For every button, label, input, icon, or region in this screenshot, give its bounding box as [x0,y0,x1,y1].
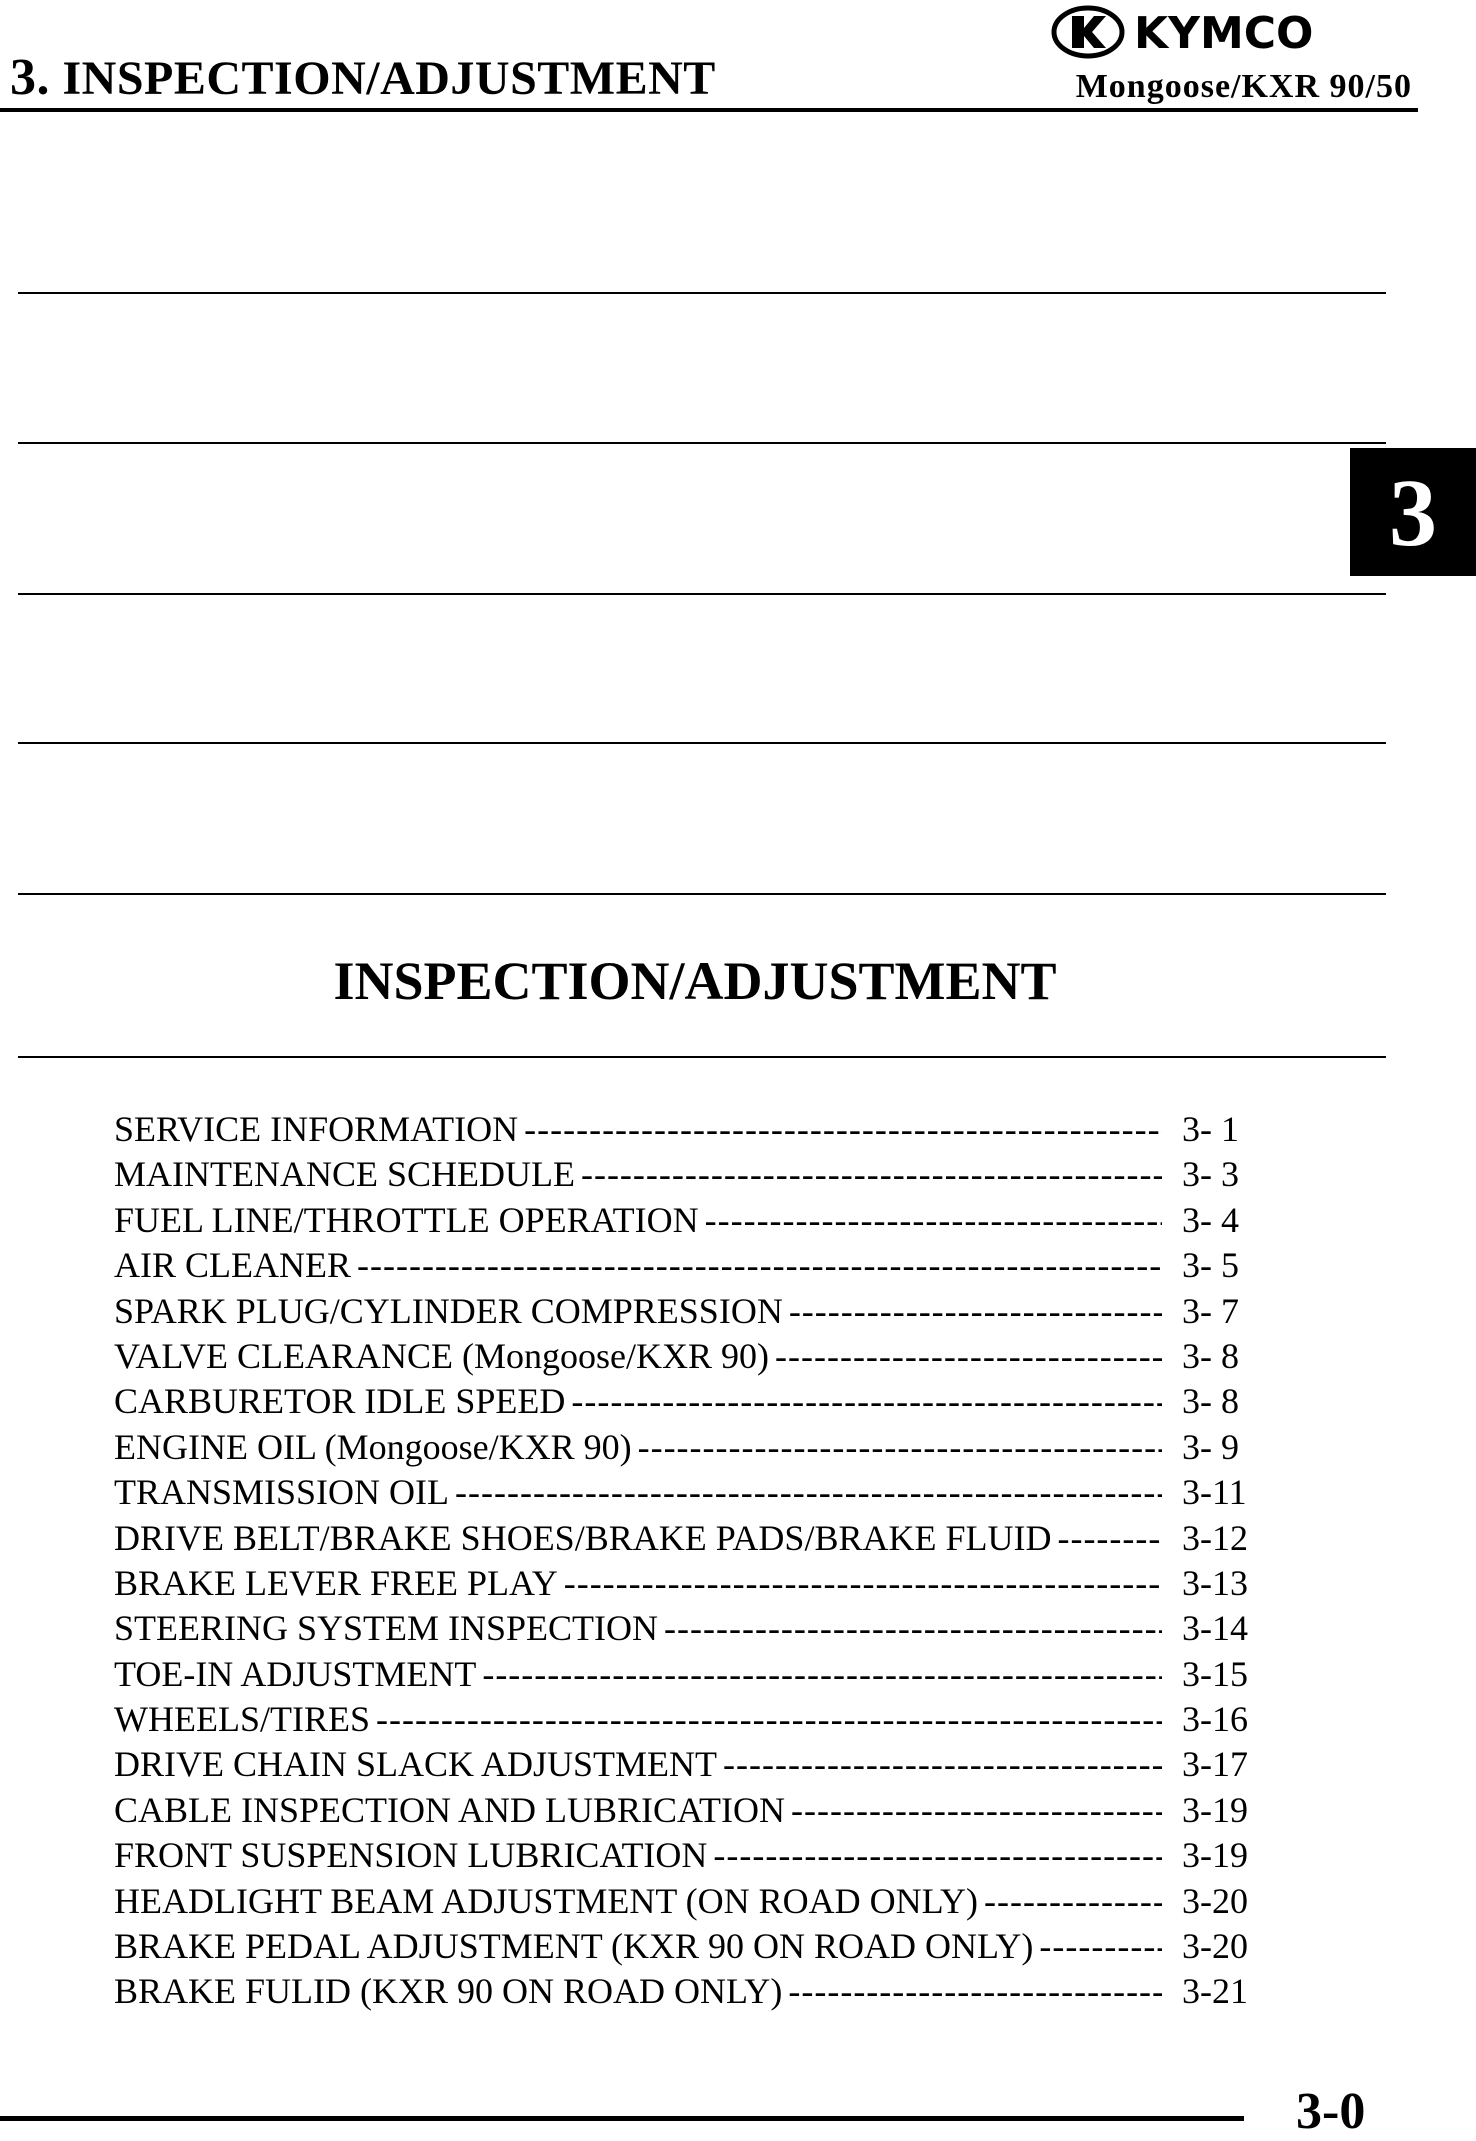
toc-label: TRANSMISSION OIL [114,1472,450,1513]
toc-row[interactable] [114,1108,1274,1153]
toc-label: BRAKE PEDAL ADJUSTMENT (KXR 90 ON ROAD ONLY) [114,1926,1034,1967]
toc-page: 3-13 [1182,1562,1248,1603]
toc-row[interactable] [114,1834,1274,1879]
toc-leader [1057,1517,1162,1559]
blank-rule [18,442,1386,444]
toc-row[interactable] [114,1335,1274,1380]
toc-label: SPARK PLUG/CYLINDER COMPRESSION [114,1290,783,1331]
table-of-contents [114,1108,1274,2016]
kymco-logo [1050,2,1380,62]
toc-leader [524,1108,1162,1150]
toc-leader [571,1380,1162,1422]
toc-page: 3-15 [1182,1653,1248,1694]
toc-page: 3- 1 [1182,1109,1239,1149]
toc-row[interactable] [114,1970,1274,2015]
toc-leader [984,1880,1162,1922]
toc-label: STEERING SYSTEM INSPECTION [114,1608,659,1649]
toc-row[interactable] [114,1925,1274,1970]
toc-page: 3-21 [1182,1971,1248,2012]
toc-label: HEADLIGHT BEAM ADJUSTMENT (ON ROAD ONLY) [114,1880,979,1921]
toc-page: 3- 8 [1182,1381,1239,1422]
toc-page: 3- 4 [1182,1199,1239,1240]
toc-label: CABLE INSPECTION AND LUBRICATION [114,1789,786,1830]
toc-leader [564,1562,1162,1604]
toc-page: 3- 3 [1182,1154,1239,1195]
toc-row[interactable] [114,1199,1274,1244]
toc-row[interactable] [114,1471,1274,1516]
toc-page: 3-11 [1182,1472,1247,1513]
toc-page: 3- 9 [1182,1426,1239,1467]
toc-page: 3-14 [1182,1608,1248,1649]
toc-page: 3-20 [1182,1880,1248,1921]
toc-leader [482,1653,1162,1695]
chapter-tab: 3 [1350,448,1476,576]
toc-leader [664,1607,1162,1649]
toc-leader [705,1199,1162,1241]
toc-page: 3- 7 [1182,1290,1239,1331]
toc-row[interactable] [114,1244,1274,1289]
toc-label: BRAKE LEVER FREE PLAY [114,1562,558,1603]
chapter-title [10,48,716,107]
toc-row[interactable] [114,1607,1274,1652]
toc-row[interactable] [114,1880,1274,1925]
footer-rule [0,2116,1244,2121]
toc-row[interactable] [114,1517,1274,1562]
chapter-title-text: INSPECTION/ADJUSTMENT [62,52,716,105]
toc-leader [357,1244,1162,1286]
toc-page: 3-12 [1182,1517,1248,1558]
toc-label: VALVE CLEARANCE (Mongoose/KXR 90) [114,1335,770,1376]
toc-label: WHEELS/TIRES [114,1699,370,1740]
toc-page: 3- 5 [1182,1245,1239,1286]
toc-leader [455,1471,1162,1513]
section-title-rule [18,1056,1386,1058]
toc-row[interactable] [114,1562,1274,1607]
kymco-logo-icon [1050,4,1380,60]
toc-page: 3-16 [1182,1699,1248,1740]
toc-page: 3- 8 [1182,1335,1239,1376]
chapter-number: 3. [10,49,50,106]
toc-page: 3-19 [1182,1835,1248,1876]
toc-leader [713,1834,1162,1876]
toc-row[interactable] [114,1290,1274,1335]
toc-row[interactable] [114,1153,1274,1198]
toc-leader [1039,1925,1162,1967]
toc-label: CARBURETOR IDLE SPEED [114,1381,566,1422]
toc-label: BRAKE FULID (KXR 90 ON ROAD ONLY) [114,1971,783,2012]
toc-row[interactable] [114,1426,1274,1471]
toc-leader [789,1290,1162,1332]
toc-row[interactable] [114,1653,1274,1698]
toc-row[interactable] [114,1380,1274,1425]
toc-leader [788,1970,1162,2012]
toc-leader [791,1789,1162,1831]
toc-label: AIR CLEANER [114,1245,351,1286]
toc-label: SERVICE INFORMATION [114,1109,519,1149]
toc-leader [376,1698,1162,1740]
model-name: Mongoose/KXR 90/50 [1075,68,1412,105]
blank-rule [18,292,1386,294]
toc-row[interactable] [114,1789,1274,1834]
toc-label: FRONT SUSPENSION LUBRICATION [114,1835,708,1876]
toc-label: TOE-IN ADJUSTMENT [114,1653,477,1694]
toc-label: DRIVE CHAIN SLACK ADJUSTMENT [114,1744,718,1785]
toc-label: MAINTENANCE SCHEDULE [114,1154,575,1195]
brand-text: KYMCO [1134,8,1314,59]
toc-leader [775,1335,1162,1377]
toc-row[interactable] [114,1743,1274,1788]
toc-page: 3-20 [1182,1926,1248,1967]
header-rule [0,108,1418,112]
toc-leader [638,1426,1162,1468]
toc-row[interactable] [114,1698,1274,1743]
page-number: 3-0 [1296,2083,1366,2140]
blank-rule [18,742,1386,744]
toc-label: FUEL LINE/THROTTLE OPERATION [114,1199,699,1240]
toc-leader [581,1153,1162,1195]
section-title: INSPECTION/ADJUSTMENT [333,951,1057,1011]
toc-page: 3-17 [1182,1744,1248,1785]
blank-rule [18,593,1386,595]
blank-rule [18,893,1386,895]
toc-page: 3-19 [1182,1789,1248,1830]
toc-label: DRIVE BELT/BRAKE SHOES/BRAKE PADS/BRAKE FLUID [114,1517,1052,1558]
toc-label: ENGINE OIL (Mongoose/KXR 90) [114,1426,632,1467]
toc-leader [723,1743,1162,1785]
